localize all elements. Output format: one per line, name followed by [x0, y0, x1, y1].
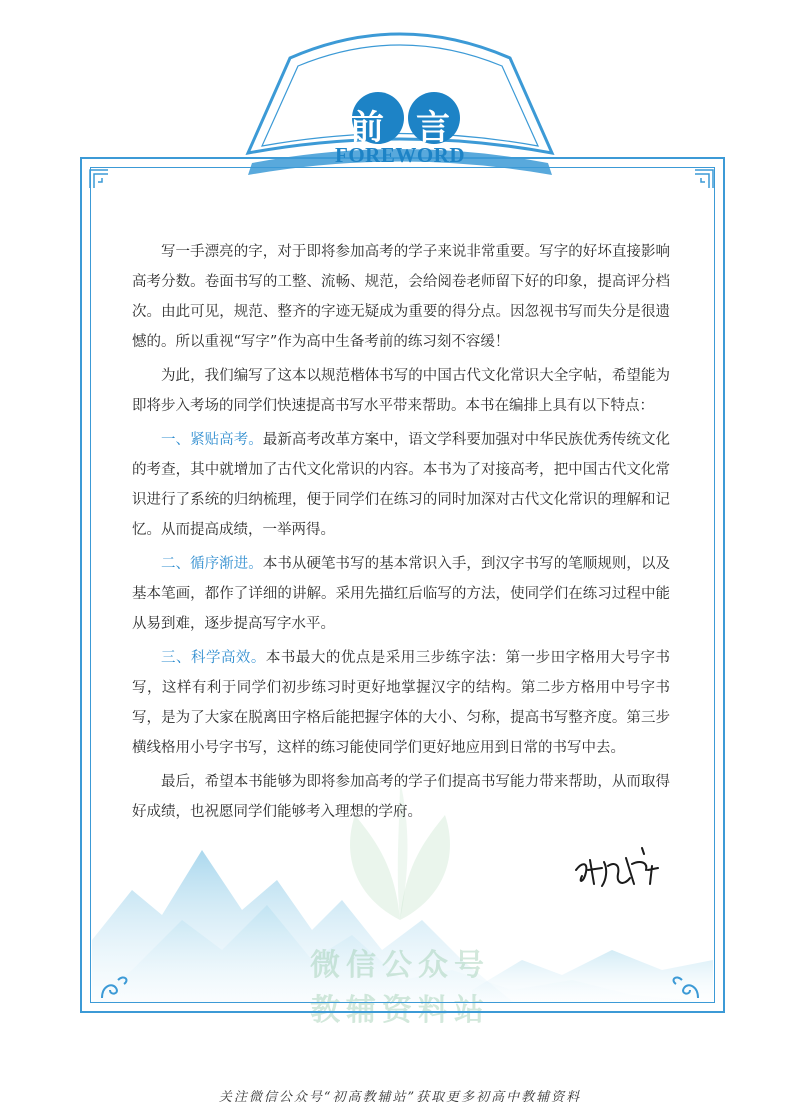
- foreword-body: [132, 237, 670, 831]
- watermark-line2: 教辅资料站: [310, 993, 490, 1028]
- paragraph-feature-1: 一、紧贴高考。最新高考改革方案中，语文学科要加强对中华民族优秀传统文化的考查，其中就增加了古代文化常识的内容。本书为了对接高考，把中国古代文化常识进行了系统的归纳梳理，便于同学们在练习的同时加深对古代文化常识的理解和记忆。从而提高成绩，一举两得。: [132, 432, 671, 538]
- page-title-zh: 前言: [350, 108, 482, 148]
- corner-ornament-icon: [693, 168, 715, 190]
- paragraph-feature-3: 三、科学高效。本书最大的优点是采用三步练字法：第一步田字格用大号字书写，这样有利于同学们初步练习时更好地掌握汉字的结构。第二步方格用中号字书写，是为了大家在脱离田字格后能把握字体的大小、匀称，提高书写整齐度。第三步横线格用小号字书写，这样的练习能使同学们更好地应用到日常的书写中去。: [132, 650, 671, 756]
- paragraph-purpose: 为此，我们编写了这本以规范楷体书写的中国古代文化常识大全字帖，希望能为即将步入考场的同学们快速提高书写水平带来帮助。本书在编排上具有以下特点：: [132, 368, 670, 414]
- author-signature: [568, 840, 678, 900]
- paragraph-closing: 最后，希望本书能够为即将参加高考的学子们提高书写能力带来帮助，从而取得好成绩，也祝愿同学们能够考入理想的学府。: [132, 774, 670, 820]
- feature-heading: 三、科学高效。: [161, 650, 266, 666]
- cloud-ornament-icon: [668, 968, 702, 1002]
- cloud-ornament-icon: [98, 968, 132, 1002]
- feature-heading: 一、紧贴高考。: [161, 432, 263, 448]
- footer-note: 关注微信公众号“初高教辅站”获取更多初高中教辅资料: [218, 1090, 582, 1105]
- paragraph-intro: 写一手漂亮的字，对于即将参加高考的学子来说非常重要。写字的好坏直接影响高考分数。卷面书写的工整、流畅、规范，会给阅卷老师留下好的印象，提高评分档次。由此可见，规范、整齐的字迹无疑成为重要的得分点。因忽视书写而失分是很遗憾的。所以重视“写字”作为高中生备考前的练习刻不容缓！: [132, 244, 670, 350]
- corner-ornament-icon: [88, 168, 110, 190]
- paragraph-feature-2: 二、循序渐进。本书从硬笔书写的基本常识入手，到汉字书写的笔顺规则，以及基本笔画，都作了详细的讲解。采用先描红后临写的方法，使同学们在练习过程中能从易到难，逐步提高写字水平。: [132, 556, 671, 632]
- feature-heading: 二、循序渐进。: [161, 556, 263, 572]
- page-title-en: FOREWORD: [335, 143, 465, 167]
- watermark-line1: 微信公众号: [310, 948, 490, 983]
